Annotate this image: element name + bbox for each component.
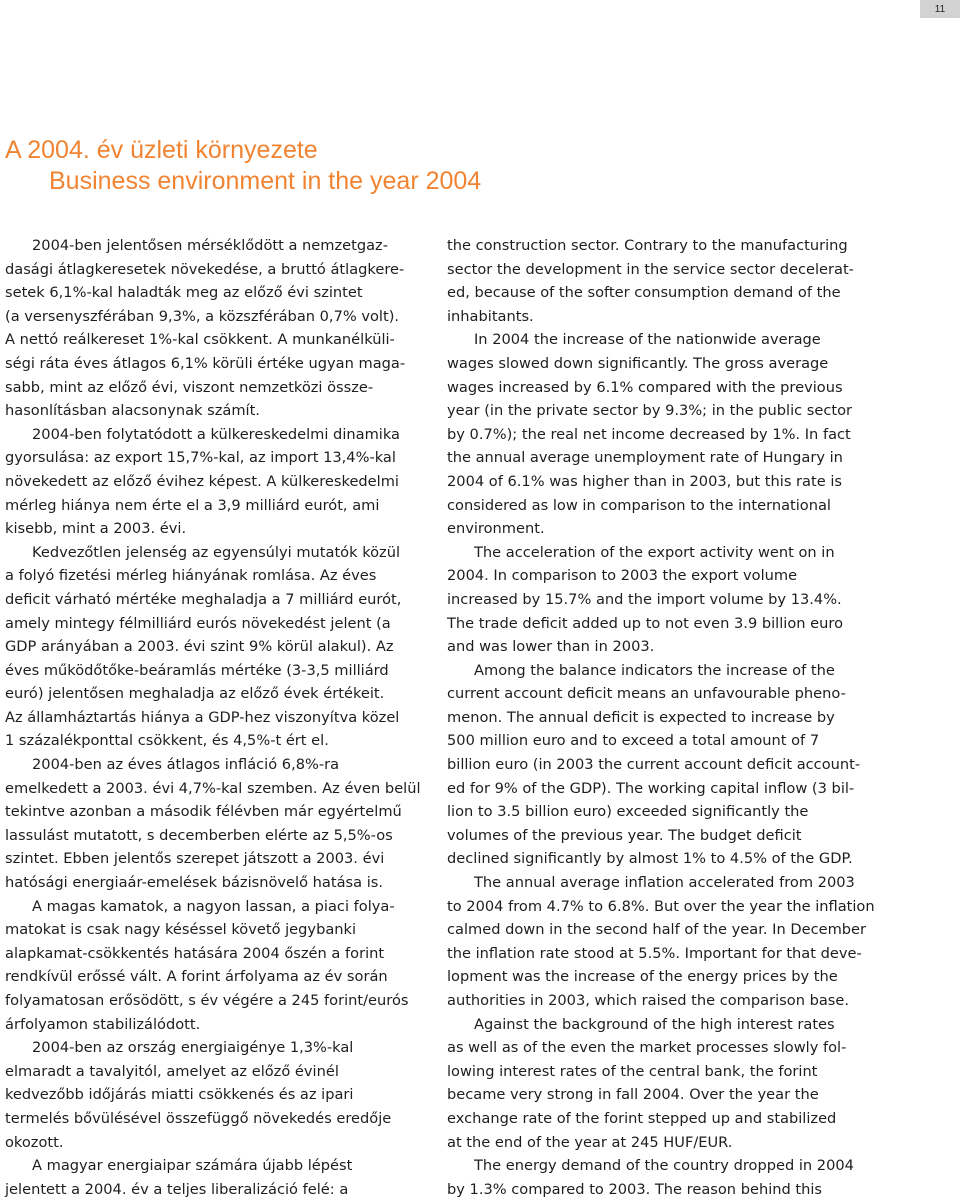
- text-line: current account deficit means an unfavourable pheno-: [447, 685, 846, 703]
- text-line: by 0.7%); the real net income decreased by 1%. In fact: [447, 425, 851, 443]
- text-line: authorities in 2003, which raised the comparison base.: [447, 992, 850, 1009]
- text-line: wages increased by 6.1% compared with the previous: [447, 378, 843, 396]
- title-english: Business environment in the year 2004: [49, 167, 482, 195]
- text-line: matokat is csak nagy késéssel követő jegybanki: [5, 921, 357, 939]
- text-line: a folyó fizetési mérleg hiányának romlása. Az éves: [5, 567, 377, 585]
- text-line: ed, because of the softer consumption demand of the: [447, 284, 841, 302]
- text-line: 2004-ben folytatódott a külkereskedelmi dinamika: [32, 425, 400, 443]
- text-line: ségi ráta éves átlagos 6,1% körüli értéke ugyan maga-: [5, 354, 406, 372]
- text-line: kedvezőbb időjárás miatti csökkenés és az ipari: [5, 1086, 354, 1104]
- text-line: The annual average inflation accelerated from 2003: [474, 874, 855, 892]
- text-line: lopment was the increase of the energy prices by the: [447, 968, 838, 986]
- text-line: as well as of the even the market processes slowly fol-: [447, 1039, 847, 1057]
- text-line: setek 6,1%-kal haladták meg az előző évi szintet: [5, 284, 363, 302]
- text-line: sabb, mint az előző évi, viszont nemzetközi össze-: [5, 378, 374, 396]
- text-line: wages slowed down significantly. The gross average: [447, 354, 829, 372]
- text-line: alapkamat-csökkentés hatására 2004 őszén a forint: [5, 944, 385, 962]
- text-line: Kedvezőtlen jelenség az egyensúlyi mutatók közül: [32, 543, 401, 561]
- text-line: mérleg hiánya nem érte el a 3,9 milliárd eurót, ami: [5, 496, 380, 514]
- text-line: 500 million euro and to exceed a total amount of 7: [447, 732, 820, 750]
- text-line: lion to 3.5 billion euro) exceeded significantly the: [447, 803, 809, 821]
- text-line: Among the balance indicators the increase of the: [474, 661, 835, 679]
- text-line: szintet. Ebben jelentős szerepet játszott a 2003. évi: [5, 850, 385, 868]
- text-line: The trade deficit added up to not even 3.9 billion euro: [447, 614, 843, 632]
- text-line: the construction sector. Contrary to the manufacturing: [447, 237, 848, 254]
- text-line: ed for 9% of the GDP). The working capital inflow (3 bil-: [447, 779, 855, 797]
- page-title: [5, 135, 481, 197]
- text-line: became very strong in fall 2004. Over the year the: [447, 1086, 819, 1104]
- text-line: tekintve azonban a második félévben már egyértelmű: [5, 803, 402, 821]
- text-line: 2004-ben az ország energiaigénye 1,3%-kal: [32, 1039, 354, 1057]
- text-line: lassulást mutatott, s decemberben elérte az 5,5%-os: [5, 826, 393, 844]
- text-line: exchange rate of the forint stepped up and stabilized: [447, 1109, 837, 1127]
- text-line: increased by 15.7% and the import volume by 13.4%.: [447, 590, 842, 608]
- text-line: inhabitants.: [447, 307, 534, 325]
- text-line: volumes of the previous year. The budget deficit: [447, 826, 802, 844]
- text-line: folyamatosan erősödött, s év végére a 245 forint/eurós: [5, 992, 409, 1009]
- text-line: elmaradt a tavalyitól, amelyet az előző évinél: [5, 1062, 339, 1080]
- text-line: and was lower than in 2003.: [447, 638, 655, 656]
- text-line: 2004-ben az éves átlagos infláció 6,8%-ra: [32, 756, 340, 774]
- text-line: The acceleration of the export activity went on in: [474, 543, 835, 561]
- text-line: éves működőtőke-beáramlás mértéke (3-3,5 milliárd: [5, 661, 389, 679]
- text-line: year (in the private sector by 9.3%; in the public sector: [447, 402, 853, 420]
- text-line: environment.: [447, 520, 545, 538]
- text-line: The energy demand of the country dropped in 2004: [474, 1157, 854, 1175]
- text-line: billion euro (in 2003 the current account deficit account-: [447, 756, 861, 774]
- text-line: lowing interest rates of the central bank, the forint: [447, 1062, 818, 1080]
- text-line: considered as low in comparison to the international: [447, 496, 831, 514]
- text-line: GDP arányában a 2003. évi szint 9% körül alakul). Az: [5, 638, 394, 656]
- text-line: dasági átlagkeresetek növekedése, a bruttó átlagkere-: [5, 260, 405, 278]
- hungarian-text-column: [5, 234, 421, 1201]
- text-line: hasonlításban alacsonynak számít.: [5, 402, 260, 420]
- text-line: hatósági energiaár-emelések bázisnövelő hatása is.: [5, 874, 383, 892]
- text-line: the annual average unemployment rate of Hungary in: [447, 449, 843, 467]
- text-line: 1 százalékponttal csökkent, és 4,5%-t ért el.: [5, 732, 329, 750]
- text-line: árfolyamon stabilizálódott.: [5, 1015, 201, 1033]
- text-line: amely mintegy félmilliárd eurós növekedést jelent (a: [5, 614, 391, 632]
- text-line: Az államháztartás hiánya a GDP-hez viszonyítva közel: [5, 708, 400, 726]
- text-line: by 1.3% compared to 2003. The reason behind this: [447, 1180, 823, 1198]
- text-line: the inflation rate stood at 5.5%. Important for that deve-: [447, 944, 862, 962]
- title-hungarian: A 2004. év üzleti környezete: [5, 136, 318, 164]
- text-line: In 2004 the increase of the nationwide average: [474, 331, 821, 349]
- text-line: 2004 of 6.1% was higher than in 2003, but this rate is: [447, 472, 843, 490]
- page-number-tab: [920, 0, 960, 18]
- text-line: deficit várható mértéke meghaladja a 7 milliárd eurót,: [5, 590, 402, 608]
- text-line: kisebb, mint a 2003. évi.: [5, 520, 187, 538]
- text-line: 2004-ben jelentősen mérséklődött a nemzetgaz-: [32, 237, 388, 254]
- text-line: Against the background of the high interest rates: [474, 1015, 835, 1033]
- text-line: A magas kamatok, a nagyon lassan, a piaci folya-: [32, 897, 395, 915]
- text-line: A magyar energiaipar számára újabb lépést: [32, 1157, 353, 1175]
- page-number: 11: [934, 3, 946, 15]
- text-line: sector the development in the service sector decelerat-: [447, 260, 854, 278]
- text-line: emelkedett a 2003. évi 4,7%-kal szemben. Az éven belül: [5, 779, 421, 797]
- text-line: to 2004 from 4.7% to 6.8%. But over the year the inflation: [447, 897, 875, 915]
- text-line: declined significantly by almost 1% to 4.5% of the GDP.: [447, 850, 853, 868]
- text-line: (a versenyszférában 9,3%, a közszférában 0,7% volt).: [5, 307, 400, 325]
- text-line: menon. The annual deficit is expected to increase by: [447, 708, 835, 726]
- text-line: euró) jelentősen meghaladja az előző évek értékeit.: [5, 685, 385, 703]
- text-line: A nettó reálkereset 1%-kal csökkent. A munkanélküli-: [5, 331, 395, 349]
- text-line: okozott.: [5, 1133, 64, 1151]
- text-line: gyorsulása: az export 15,7%-kal, az import 13,4%-kal: [5, 449, 396, 467]
- text-line: calmed down in the second half of the year. In December: [447, 921, 867, 939]
- english-text-column: [447, 234, 875, 1201]
- text-line: rendkívül erőssé vált. A forint árfolyama az év során: [5, 968, 388, 986]
- text-line: 2004. In comparison to 2003 the export volume: [447, 567, 798, 585]
- text-line: jelentett a 2004. év a teljes liberalizáció felé: a: [5, 1180, 349, 1198]
- text-line: termelés bővülésével összefüggő növekedés eredője: [5, 1109, 392, 1127]
- text-line: at the end of the year at 245 HUF/EUR.: [447, 1133, 733, 1151]
- text-line: növekedett az előző évihez képest. A külkereskedelmi: [5, 472, 399, 490]
